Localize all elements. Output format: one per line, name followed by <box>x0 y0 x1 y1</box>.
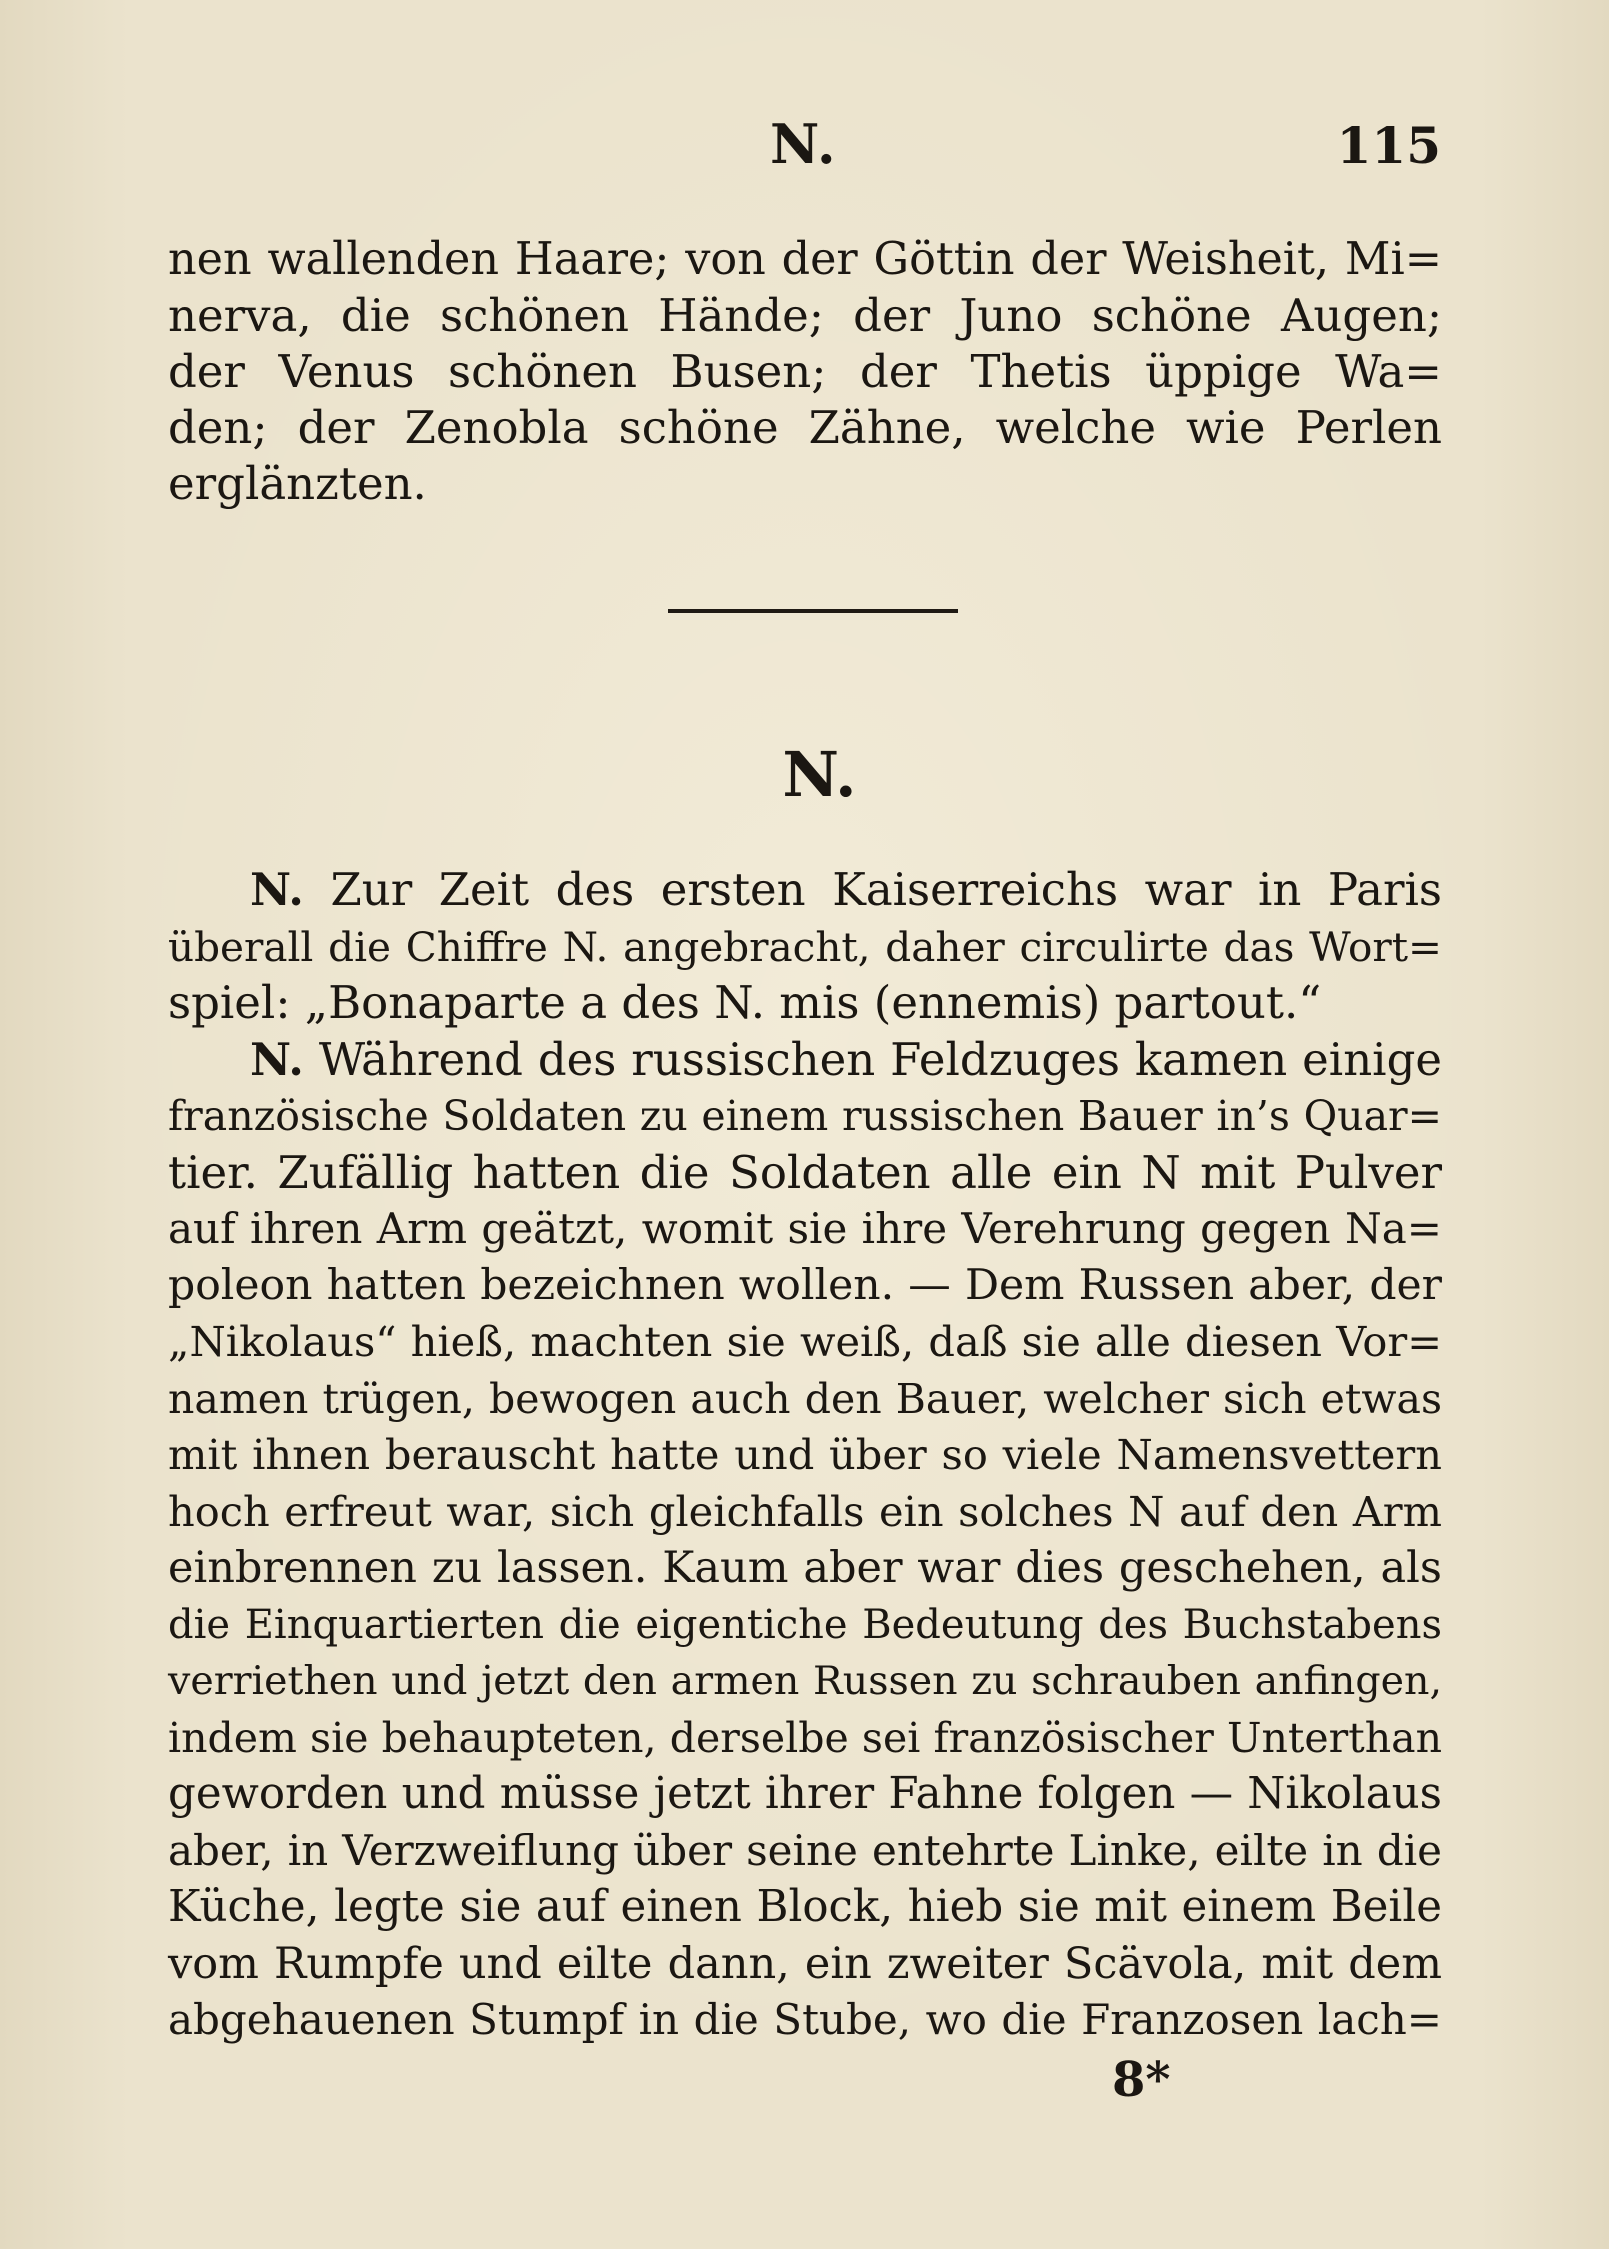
text-line: auf ihren Arm geätzt, womit sie ihre Verehrung gegen Na= <box>168 1204 1442 1253</box>
text-line: der Venus schönen Busen; der Thetis üppige Wa= <box>168 345 1442 398</box>
text-line: Küche, legte sie auf einen Block, hieb sie mit einem Beile <box>168 1882 1442 1932</box>
text-line: geworden und müsse jetzt ihrer Fahne folgen — Nikolaus <box>168 1769 1442 1819</box>
text-line: abgehauenen Stumpf in die Stube, wo die Franzosen lach= <box>168 1995 1442 2044</box>
entry-2-lead: N. <box>250 1032 304 1086</box>
text-line: die Einquartierten die eigentiche Bedeutung des Buchstabens <box>168 1601 1442 1648</box>
text-line: poleon hatten bezeichnen wollen. — Dem Russen aber, der <box>168 1260 1442 1310</box>
text-line: tier. Zufällig hatten die Soldaten alle ein N mit Pulver <box>168 1145 1442 1199</box>
text-line: erglänzten. <box>168 457 427 510</box>
text-line: verriethen und jetzt den armen Russen zu schrauben anfingen, <box>168 1658 1442 1704</box>
entry-1-first-line <box>168 862 1442 919</box>
text-line: spiel: „Bonaparte a des N. mis (ennemis) partout.“ <box>168 976 1322 1029</box>
text-line: nerva, die schönen Hände; der Juno schöne Augen; <box>168 289 1442 342</box>
entry-2-first-line <box>168 1032 1442 1089</box>
text-line: aber, in Verzweiflung über seine entehrte Linke, eilte in die <box>168 1825 1442 1875</box>
page-number: 115 <box>1336 116 1441 175</box>
entry-1-lead: N. <box>250 863 304 916</box>
text-line: hoch erfreut war, sich gleichfalls ein solches N auf den Arm <box>168 1486 1442 1536</box>
text-line: nen wallenden Haare; von der Göttin der Weisheit, Mi= <box>168 234 1442 285</box>
text-line: „Nikolaus“ hieß, machten sie weiß, daß sie alle diesen Vor= <box>168 1317 1442 1366</box>
text-line: überall die Chiffre N. angebracht, daher circulirte das Wort= <box>168 922 1442 971</box>
text-line: französische Soldaten zu einem russischen Bauer in’s Quar= <box>168 1092 1442 1140</box>
text-line: den; der Zenobla schöne Zähne, welche wie Perlen <box>168 401 1442 454</box>
text-line: Zur Zeit des ersten Kaiserreichs war in Paris <box>330 863 1442 916</box>
text-line: vom Rumpfe und eilte dann, ein zweiter Scävola, mit dem <box>168 1938 1442 1989</box>
section-heading: N. <box>782 738 857 811</box>
text-line: Während des russischen Feldzuges kamen einige <box>318 1032 1442 1086</box>
signature-mark: 8* <box>1112 2052 1171 2108</box>
text-line: indem sie behaupteten, derselbe sei französischer Unterthan <box>168 1713 1442 1762</box>
running-head: N. <box>770 112 837 176</box>
text-line: einbrennen zu lassen. Kaum aber war dies geschehen, als <box>168 1543 1442 1593</box>
top-paragraph <box>168 232 1442 512</box>
section-divider <box>668 609 958 613</box>
entries-body <box>168 862 1442 2049</box>
text-line: namen trügen, bewogen auch den Bauer, welcher sich etwas <box>168 1374 1442 1423</box>
text-line: mit ihnen berauscht hatte und über so viele Namensvettern <box>168 1430 1442 1479</box>
